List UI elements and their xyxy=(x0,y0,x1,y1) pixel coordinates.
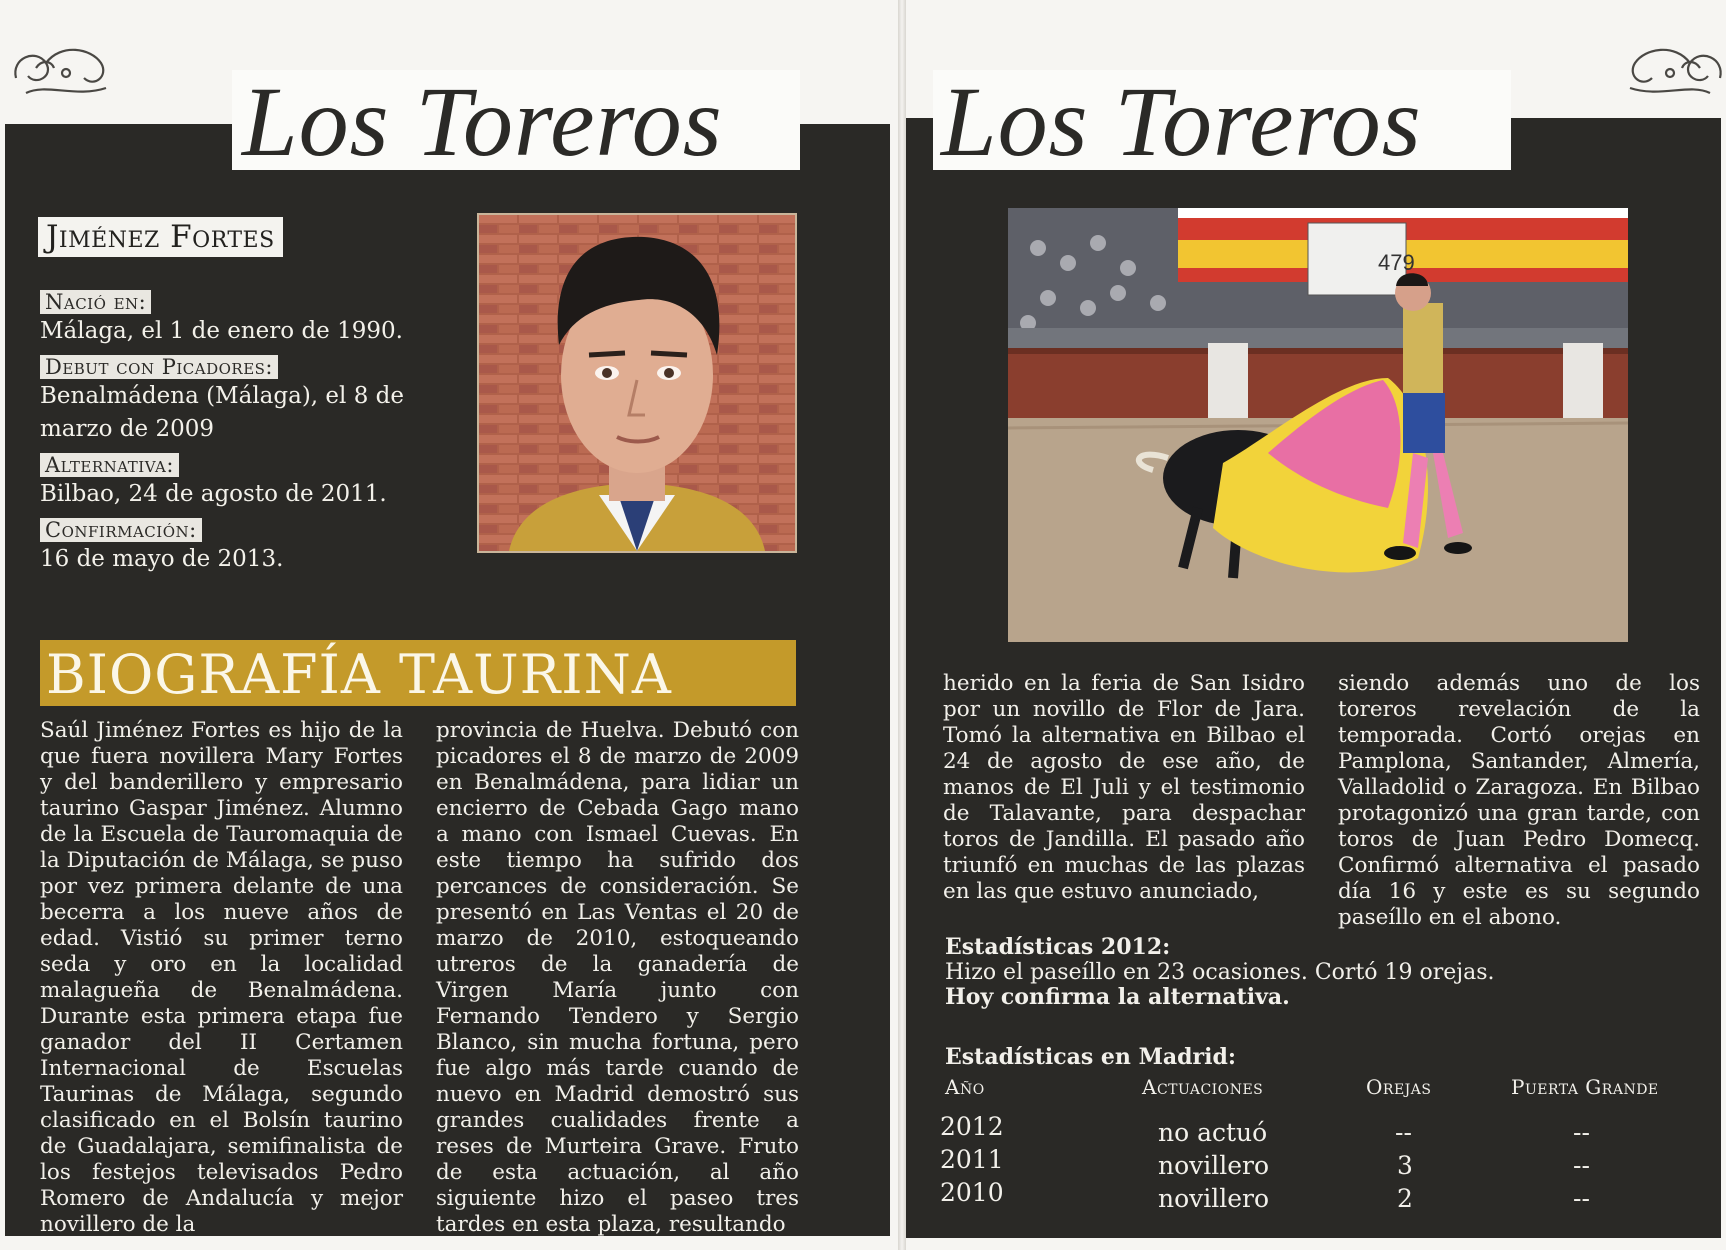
bio-heading: BIOGRAFÍA TAURINA xyxy=(40,640,796,706)
bio-column-3: herido en la feria de San Isidro por un novillo de Flor de Jara. Tomó la alternativa en Bilbao el 24 de agosto de ese año, de manos de El Juli y el testimonio de Talavante, para despachar toros de Jandilla. El pasado año triunfó en muchas de las plazas en las que estuvo anunciado, xyxy=(943,671,1305,904)
stats-2012 xyxy=(945,935,1685,1010)
table-header-year: Año xyxy=(945,1075,985,1099)
fact-alternativa xyxy=(40,449,470,511)
stats-2012-title: Estadísticas 2012: xyxy=(945,934,1171,960)
flourish-ornament-right xyxy=(1610,38,1726,108)
table-cell-year: 2010 xyxy=(940,1178,1004,1207)
bio-column-2: provincia de Huelva. Debutó con picadores el 8 de marzo de 2009 en Benalmádena, para lidiar un encierro de Cebada Gago mano a mano con Ismael Cuevas. En este tiempo ha sufrido dos percances de consideración. Se presentó en Las Ventas el 20 de marzo de 2010, estoqueando utreros de la ganadería de Virgen María junto con Fernando Tendero y Sergio Blanco, sin mucha fortuna, pero fue algo más tarde cuando de nuevo en Madrid demostró sus grandes cualidades frente a reses de Murteira Grave. Fruto de esta actuación, al año siguiente hizo el paseo tres tardes en esta plaza, resultando xyxy=(436,718,799,1237)
page-gutter xyxy=(898,0,906,1250)
portrait-photo xyxy=(477,213,797,553)
table-cell-actuaciones: no actuó xyxy=(1158,1118,1268,1147)
fact-value: 16 de mayo de 2013. xyxy=(40,546,284,572)
table-cell-orejas: 2 xyxy=(1397,1184,1413,1213)
torero-name: Jiménez Fortes xyxy=(38,217,283,257)
stats-2012-text: Hizo el paseíllo en 23 ocasiones. Cortó 19 orejas. xyxy=(945,960,1495,985)
flourish-ornament-left xyxy=(6,38,126,108)
scoreboard-number: 479 xyxy=(1378,250,1415,275)
table-header-puerta-grande: Puerta Grande xyxy=(1511,1075,1659,1099)
madrid-stats-title: Estadísticas en Madrid: xyxy=(945,1044,1237,1070)
fact-birth xyxy=(40,286,470,348)
fact-label: Nació en: xyxy=(40,290,151,314)
stats-2012-note: Hoy confirma la alternativa. xyxy=(945,984,1290,1010)
fact-value: Benalmádena (Málaga), el 8 de marzo de 2009 xyxy=(40,383,404,442)
fact-value: Málaga, el 1 de enero de 1990. xyxy=(40,318,403,344)
bio-column-1: Saúl Jiménez Fortes es hijo de la que fuera novillera Mary Fortes y del banderillero y empresario taurino Gaspar Jiménez. Alumno de la Escuela de Tauromaquia de la Diputación de Málaga, se puso por vez primera delante de una becerra a los nueve años de edad. Vistió su primer terno seda y oro en la localidad malagueña de Benalmádena. Durante esta primera etapa fue ganador del II Certamen Internacional de Escuelas Taurinas de Málaga, segundo clasificado en el Bolsín taurino de Guadalajara, semifinalista de los festejos televisados Pedro Romero de Andalucía y mejor novillero de la xyxy=(40,718,403,1237)
table-cell-orejas: 3 xyxy=(1397,1151,1413,1180)
table-cell-puerta-grande: -- xyxy=(1573,1184,1590,1213)
table-cell-actuaciones: novillero xyxy=(1158,1184,1270,1213)
bio-column-4: siendo además uno de los toreros revelación de la temporada. Cortó orejas en Pamplona, Santander, Almería, Valladolid o Zaragoza. En Bilbao protagonizó una gran tarde, con toros de Juan Pedro Domecq. Confirmó alternativa el pasado día 16 y este es su segundo paseíllo en el abono. xyxy=(1338,671,1700,930)
table-header-orejas: Orejas xyxy=(1366,1075,1432,1099)
fact-label: Alternativa: xyxy=(40,453,179,477)
table-cell-puerta-grande: -- xyxy=(1573,1118,1590,1147)
fact-label: Debut con Picadores: xyxy=(40,355,278,379)
table-cell-puerta-grande: -- xyxy=(1573,1151,1590,1180)
fact-label: Confirmación: xyxy=(40,518,202,542)
bullfight-photo xyxy=(1008,208,1628,642)
table-cell-year: 2012 xyxy=(940,1112,1004,1141)
fact-confirmacion xyxy=(40,514,470,576)
fact-debut xyxy=(40,351,470,446)
table-cell-orejas: -- xyxy=(1395,1118,1412,1147)
page-title-right: Los Toreros xyxy=(933,70,1511,170)
facts-list xyxy=(40,286,470,579)
table-cell-actuaciones: novillero xyxy=(1158,1151,1270,1180)
table-header-actuaciones: Actuaciones xyxy=(1142,1075,1264,1099)
table-cell-year: 2011 xyxy=(940,1145,1004,1174)
fact-value: Bilbao, 24 de agosto de 2011. xyxy=(40,481,387,507)
page-title-left: Los Toreros xyxy=(232,70,800,170)
